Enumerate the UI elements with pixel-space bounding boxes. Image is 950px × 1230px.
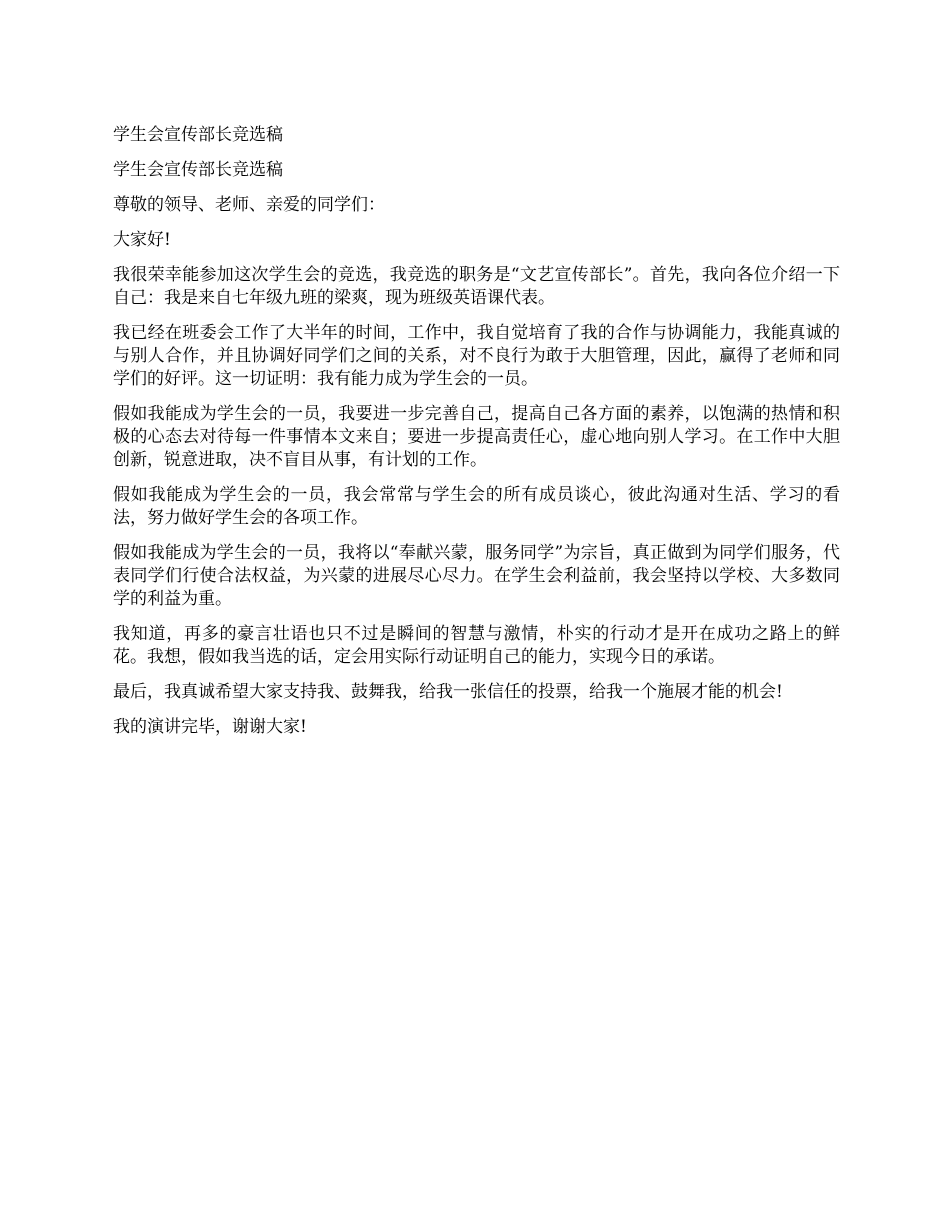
paragraph-self-improvement: 假如我能成为学生会的一员，我要进一步完善自己，提高自己各方面的素养，以饱满的热情和积极的心态去对待每一件事情本文来自；要进一步提高责任心，虚心地向别人学习。在工作中大胆创新，锐意进取，决不盲目从事，有计划的工作。 xyxy=(113,404,840,470)
document-page xyxy=(113,124,840,751)
paragraph-commitment: 我知道，再多的豪言壮语也只不过是瞬间的智慧与激情，朴实的行动才是开在成功之路上的鲜花。我想，假如我当选的话，定会用实际行动证明自己的能力，实现今日的承诺。 xyxy=(113,624,840,667)
paragraph-introduction: 我很荣幸能参加这次学生会的竞选，我竞选的职务是“文艺宣传部长”。首先，我向各位介绍一下自己：我是来自七年级九班的梁爽，现为班级英语课代表。 xyxy=(113,265,840,308)
closing-line: 我的演讲完毕，谢谢大家! xyxy=(113,717,307,737)
salutation: 尊敬的领导、老师、亲爱的同学们： xyxy=(113,195,385,215)
paragraph-appeal: 最后，我真诚希望大家支持我、鼓舞我，给我一张信任的投票，给我一个施展才能的机会! xyxy=(113,682,783,702)
paragraph-communication: 假如我能成为学生会的一员，我会常常与学生会的所有成员谈心，彼此沟通对生活、学习的看法，努力做好学生会的各项工作。 xyxy=(113,485,840,528)
paragraph-service: 假如我能成为学生会的一员，我将以“奉献兴蒙，服务同学”为宗旨，真正做到为同学们服务，代表同学们行使合法权益，为兴蒙的进展尽心尽力。在学生会利益前，我会坚持以学校、大多数同学的利益为重。 xyxy=(113,543,840,609)
document-subtitle: 学生会宣传部长竞选稿 xyxy=(113,160,283,180)
document-title: 学生会宣传部长竞选稿 xyxy=(113,125,283,145)
greeting: 大家好! xyxy=(113,230,171,250)
paragraph-experience: 我已经在班委会工作了大半年的时间，工作中，我自觉培育了我的合作与协调能力，我能真诚的与别人合作，并且协调好同学们之间的关系，对不良行为敢于大胆管理，因此，赢得了老师和同学们的好评。这一切证明：我有能力成为学生会的一员。 xyxy=(113,323,840,389)
